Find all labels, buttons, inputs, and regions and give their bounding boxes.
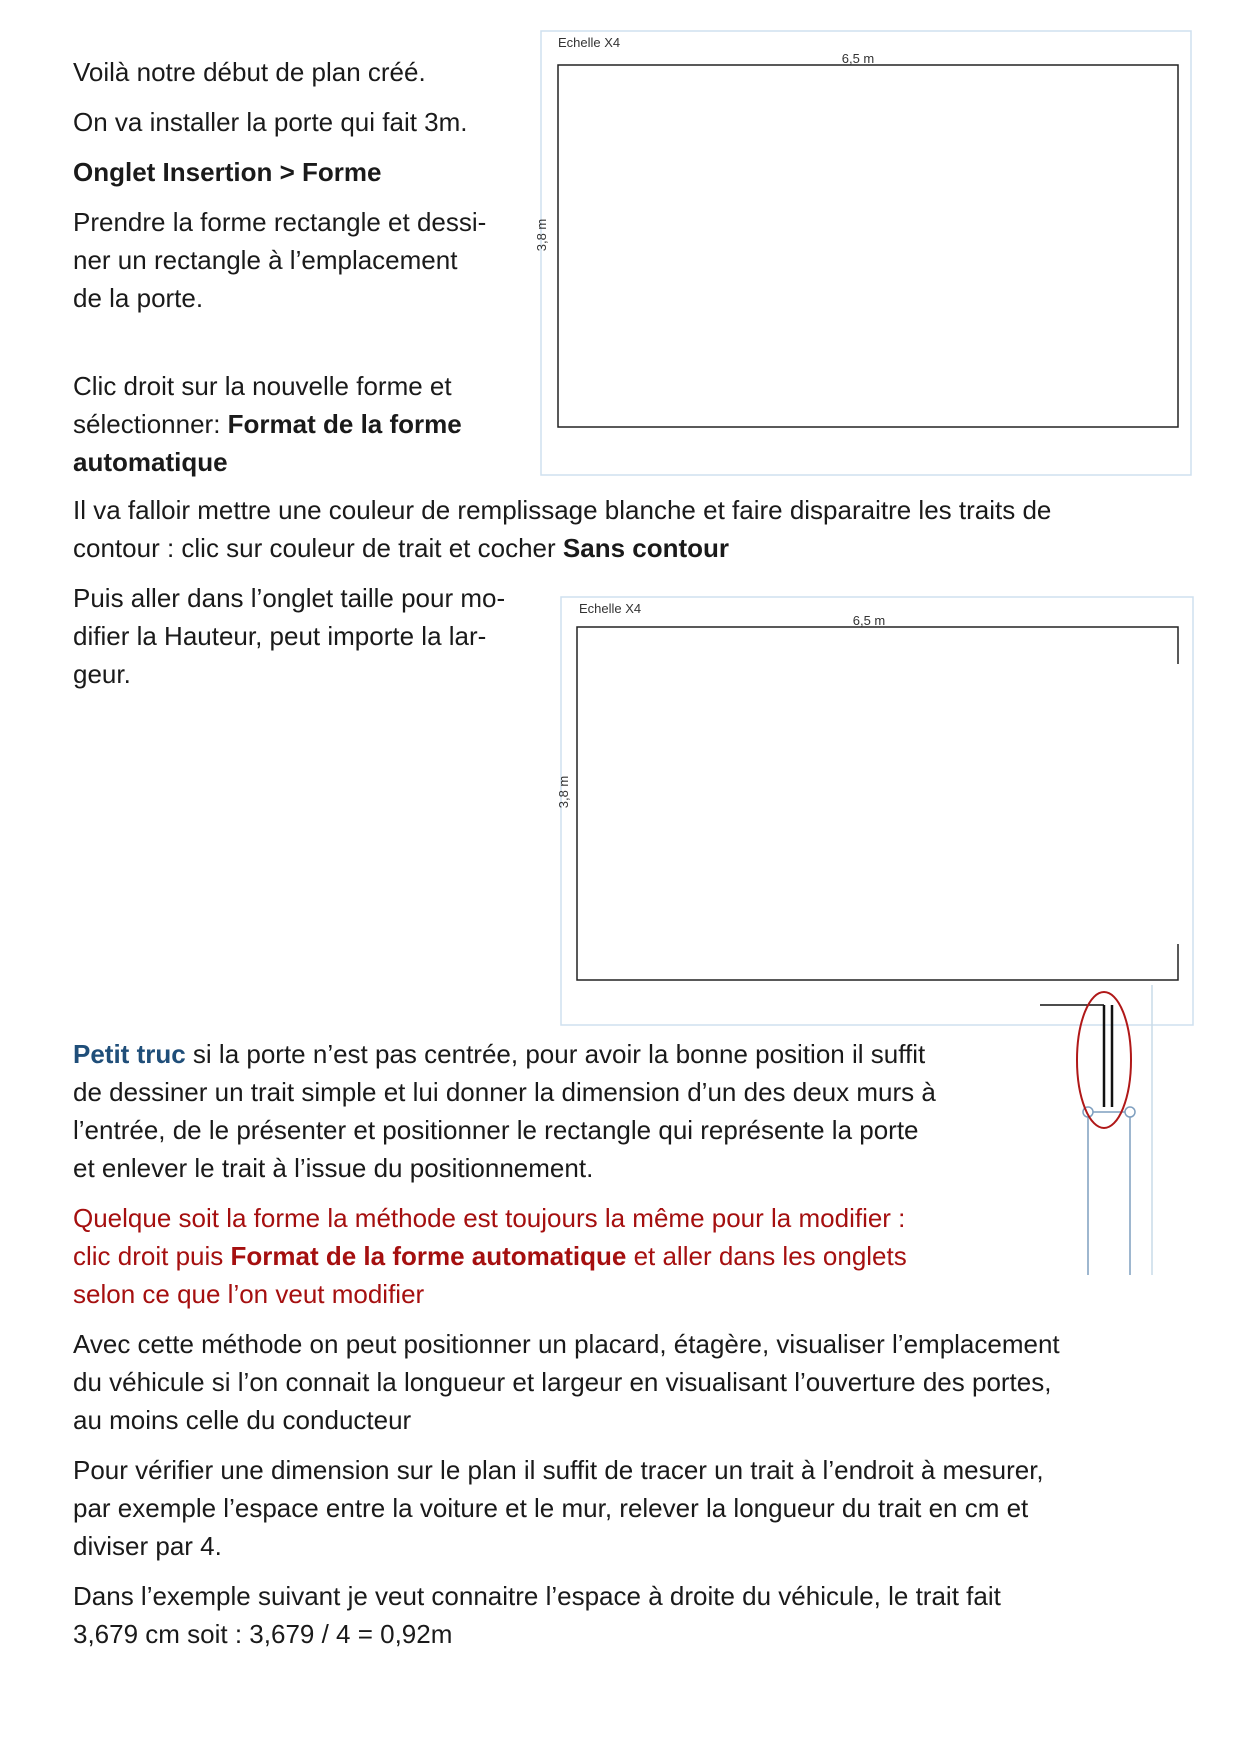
paragraph-draw-rectangle: Prendre la forme rectangle et dessi- ner un rectangle à l’emplacement de la porte.: [73, 207, 487, 313]
figure-1-height-label: 3,8 m: [534, 218, 549, 252]
paragraph-tip: Petit truc si la porte n’est pas centrée, pour avoir la bonne position il suffit de dessiner un trait simple et lui donner la dimension d’un des deux murs à l’entrée, de le présenter et positionner le rectangle qui représente la porte et enlever le trait à l’issue du positionnement.: [73, 1039, 936, 1183]
plan-figure-1: [534, 30, 1192, 476]
plan-figure-2: [556, 596, 1194, 1026]
figure-1-frame: [541, 31, 1191, 475]
door-detail-figure: [1040, 985, 1200, 1285]
paragraph-intro: Voilà notre début de plan créé.: [73, 57, 426, 87]
figure-1-scale-label: Echelle X4: [558, 35, 621, 50]
paragraph-fill-color: Il va falloir mettre une couleur de remplissage blanche et faire disparaitre les traits de contour : clic sur couleur de trait et cocher Sans contour: [73, 495, 1052, 563]
paragraph-size-tab: Puis aller dans l’onglet taille pour mo- difier la Hauteur, peut importe la lar- geur.: [73, 583, 506, 689]
paragraph-measure: Pour vérifier une dimension sur le plan il suffit de tracer un trait à l’endroit à mesurer, par exemple l’espace entre la voiture et le mur, relever la longueur du trait en cm et diviser par 4.: [73, 1455, 1044, 1561]
paragraph-door: On va installer la porte qui fait 3m.: [73, 107, 468, 137]
paragraph-placement: Avec cette méthode on peut positionner un placard, étagère, visualiser l’emplacement du véhicule si l’on connait la longueur et largeur en visualisant l’ouverture des portes, au moins celle du conducteur: [73, 1329, 1060, 1435]
paragraph-right-click: Clic droit sur la nouvelle forme et sélectionner: Format de la forme automatique: [73, 371, 462, 477]
figure-2-width-label: 6,5 m: [852, 613, 886, 628]
right-handle-icon: [1125, 1107, 1135, 1117]
paragraph-method-note: Quelque soit la forme la méthode est toujours la même pour la modifier : clic droit puis Format de la forme automatique et aller dans les onglets selon ce que l’on veut modifier: [73, 1203, 907, 1309]
figure-2-height-label: 3,8 m: [556, 775, 571, 809]
figure-2-scale-label: Echelle X4: [579, 601, 642, 616]
figure-2-frame: [561, 597, 1193, 1025]
figure-1-width-label: 6,5 m: [841, 51, 875, 66]
paragraph-example: Dans l’exemple suivant je veut connaitre l’espace à droite du véhicule, le trait fait 3,679 cm soit : 3,679 / 4 = 0,92m: [73, 1581, 1001, 1649]
paragraph-menu-path: Onglet Insertion > Forme: [73, 157, 382, 187]
